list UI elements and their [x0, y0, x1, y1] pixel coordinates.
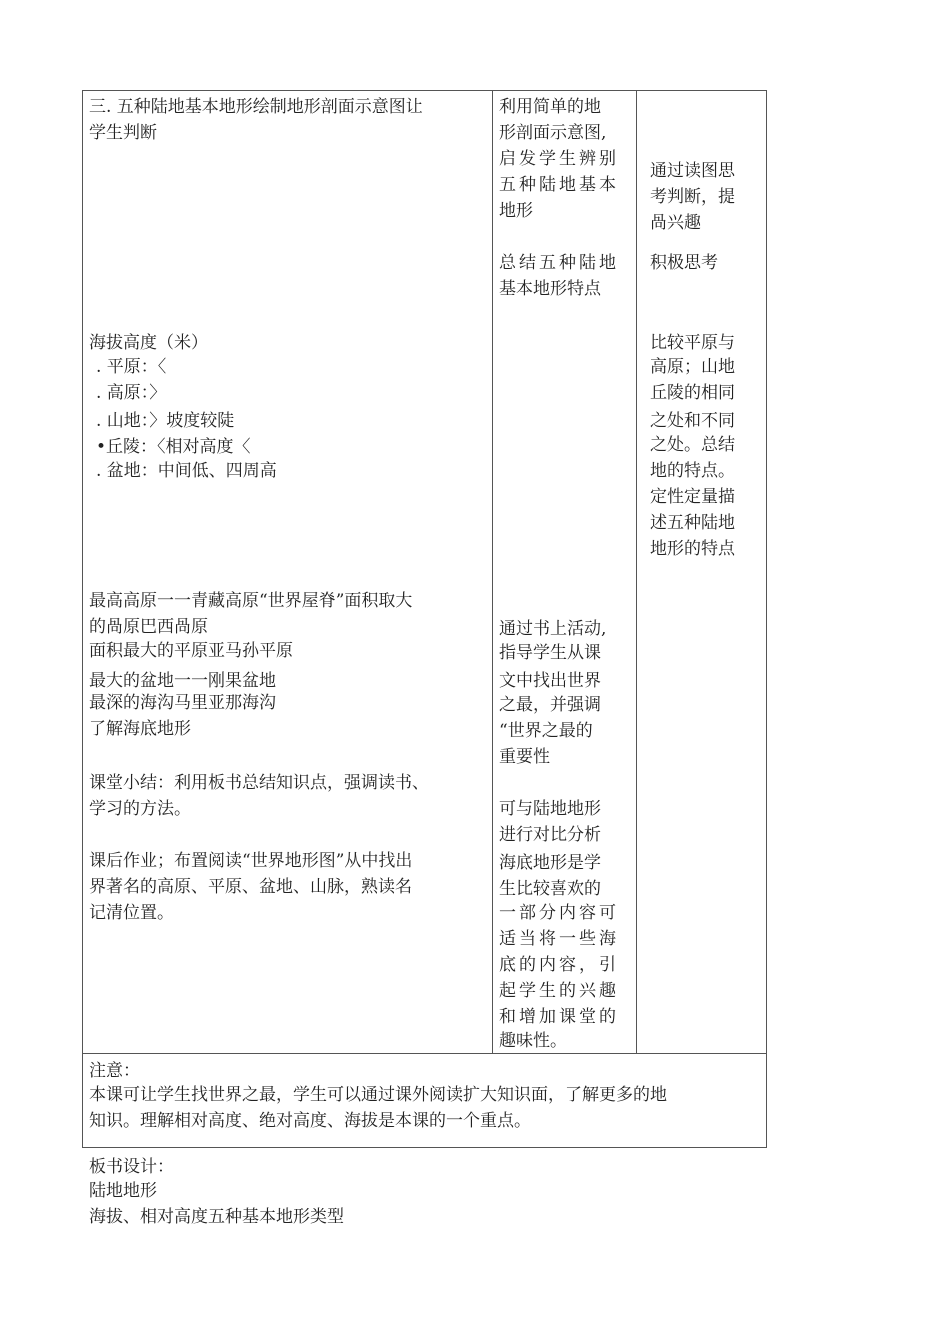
- intent-c6: 地的特点。: [650, 461, 735, 481]
- teacher-d2: 进行对比分析: [499, 825, 601, 845]
- record-plateau-line1: 最高高原一一青藏高原“世界屋脊”面积取大: [89, 591, 413, 611]
- intent-a3: 咼兴趣: [650, 213, 701, 233]
- summary-line2: 学习的方法。: [89, 799, 191, 819]
- column-divider-2: [636, 90, 637, 1054]
- intent-c7: 定性定量描: [650, 487, 735, 507]
- altitude-label: 海拔高度（米）: [89, 333, 208, 353]
- teacher-a2: 形剖面示意图,: [499, 123, 607, 143]
- teacher-c4: 之最，并强调: [499, 695, 601, 715]
- teacher-a1: 利用简单的地: [499, 97, 601, 117]
- homework-line2: 界著名的高原、平原、盆地、山脉，熟读名: [89, 877, 412, 897]
- record-basin: 最大的盆地一一刚果盆地: [89, 671, 276, 691]
- intent-c5: 之处。总结: [650, 435, 735, 455]
- plateau-line: . 高原：〉: [96, 383, 167, 403]
- board-title: 板书设计：: [89, 1157, 174, 1177]
- record-trench: 最深的海沟马里亚那海沟: [89, 693, 276, 713]
- summary-line1: 课堂小结：利用板书总结知识点，强调读书、: [89, 773, 429, 793]
- intent-c3: 丘陵的相同: [650, 383, 735, 403]
- note-row-divider: [82, 1053, 767, 1054]
- record-plain: 面积最大的平原亚马孙平原: [89, 641, 293, 661]
- teacher-d7: 底的内容，引: [499, 955, 619, 975]
- teacher-a4: 五种陆地基本: [499, 175, 619, 195]
- teacher-c6: 重要性: [499, 747, 550, 767]
- teacher-a5: 地形: [499, 201, 533, 221]
- teacher-a3: 启发学生辨别: [499, 149, 619, 169]
- intent-c1: 比较平原与: [650, 333, 735, 353]
- intent-a1: 通过读图思: [650, 161, 735, 181]
- teacher-d1: 可与陆地地形: [499, 799, 601, 819]
- teacher-d10: 趣味性。: [499, 1031, 567, 1051]
- note-title: 注意：: [89, 1061, 140, 1081]
- intent-c4: 之处和不同: [650, 411, 735, 431]
- teacher-c3: 文中找出世界: [499, 671, 601, 691]
- intent-b1: 积极思考: [650, 253, 718, 273]
- intent-c2: 高原；山地: [650, 357, 735, 377]
- teacher-d6: 适当将一些海: [499, 929, 619, 949]
- teacher-d8: 起学生的兴趣: [499, 981, 619, 1001]
- mountain-line: . 山地：〉坡度较陡: [96, 411, 235, 431]
- board-line1: 陆地地形: [89, 1181, 157, 1201]
- teacher-c2: 指导学生从课: [499, 643, 601, 663]
- teacher-d4: 生比较喜欢的: [499, 879, 601, 899]
- teacher-d3: 海底地形是学: [499, 853, 601, 873]
- homework-line3: 记清位置。: [89, 903, 174, 923]
- column-divider-1: [492, 90, 493, 1054]
- note-line2: 知识。理解相对高度、绝对高度、海拔是本课的一个重点。: [89, 1111, 531, 1131]
- seabed-line: 了解海底地形: [89, 719, 191, 739]
- teacher-d9: 和增加课堂的: [499, 1007, 619, 1027]
- teacher-d5: 一部分内容可: [499, 903, 619, 923]
- homework-line1: 课后作业；布置阅读“世界地形图”从中找出: [89, 851, 413, 871]
- basin-line: . 盆地：中间低、四周高: [96, 461, 277, 481]
- plain-line: . 平原：〈: [96, 357, 167, 377]
- teacher-c5: “世界之最的: [499, 721, 593, 741]
- note-line1: 本课可让学生找世界之最，学生可以通过课外阅读扩大知识面，了解更多的地: [89, 1085, 667, 1105]
- teacher-b1: 总结五种陆地: [499, 253, 619, 273]
- section3-line1: 三. 五种陆地基本地形绘制地形剖面示意图让: [89, 97, 423, 117]
- teacher-b2: 基本地形特点: [499, 279, 601, 299]
- record-plateau-line2: 的咼原巴西咼原: [89, 617, 208, 637]
- board-line2: 海拔、相对高度五种基本地形类型: [89, 1207, 344, 1227]
- intent-c8: 述五种陆地: [650, 513, 735, 533]
- hill-line: •丘陵：〈相对高度〈: [96, 437, 251, 457]
- intent-a2: 考判断，提: [650, 187, 735, 207]
- intent-c9: 地形的特点: [650, 539, 735, 559]
- section3-line2: 学生判断: [89, 123, 157, 143]
- teacher-c1: 通过书上活动,: [499, 619, 607, 639]
